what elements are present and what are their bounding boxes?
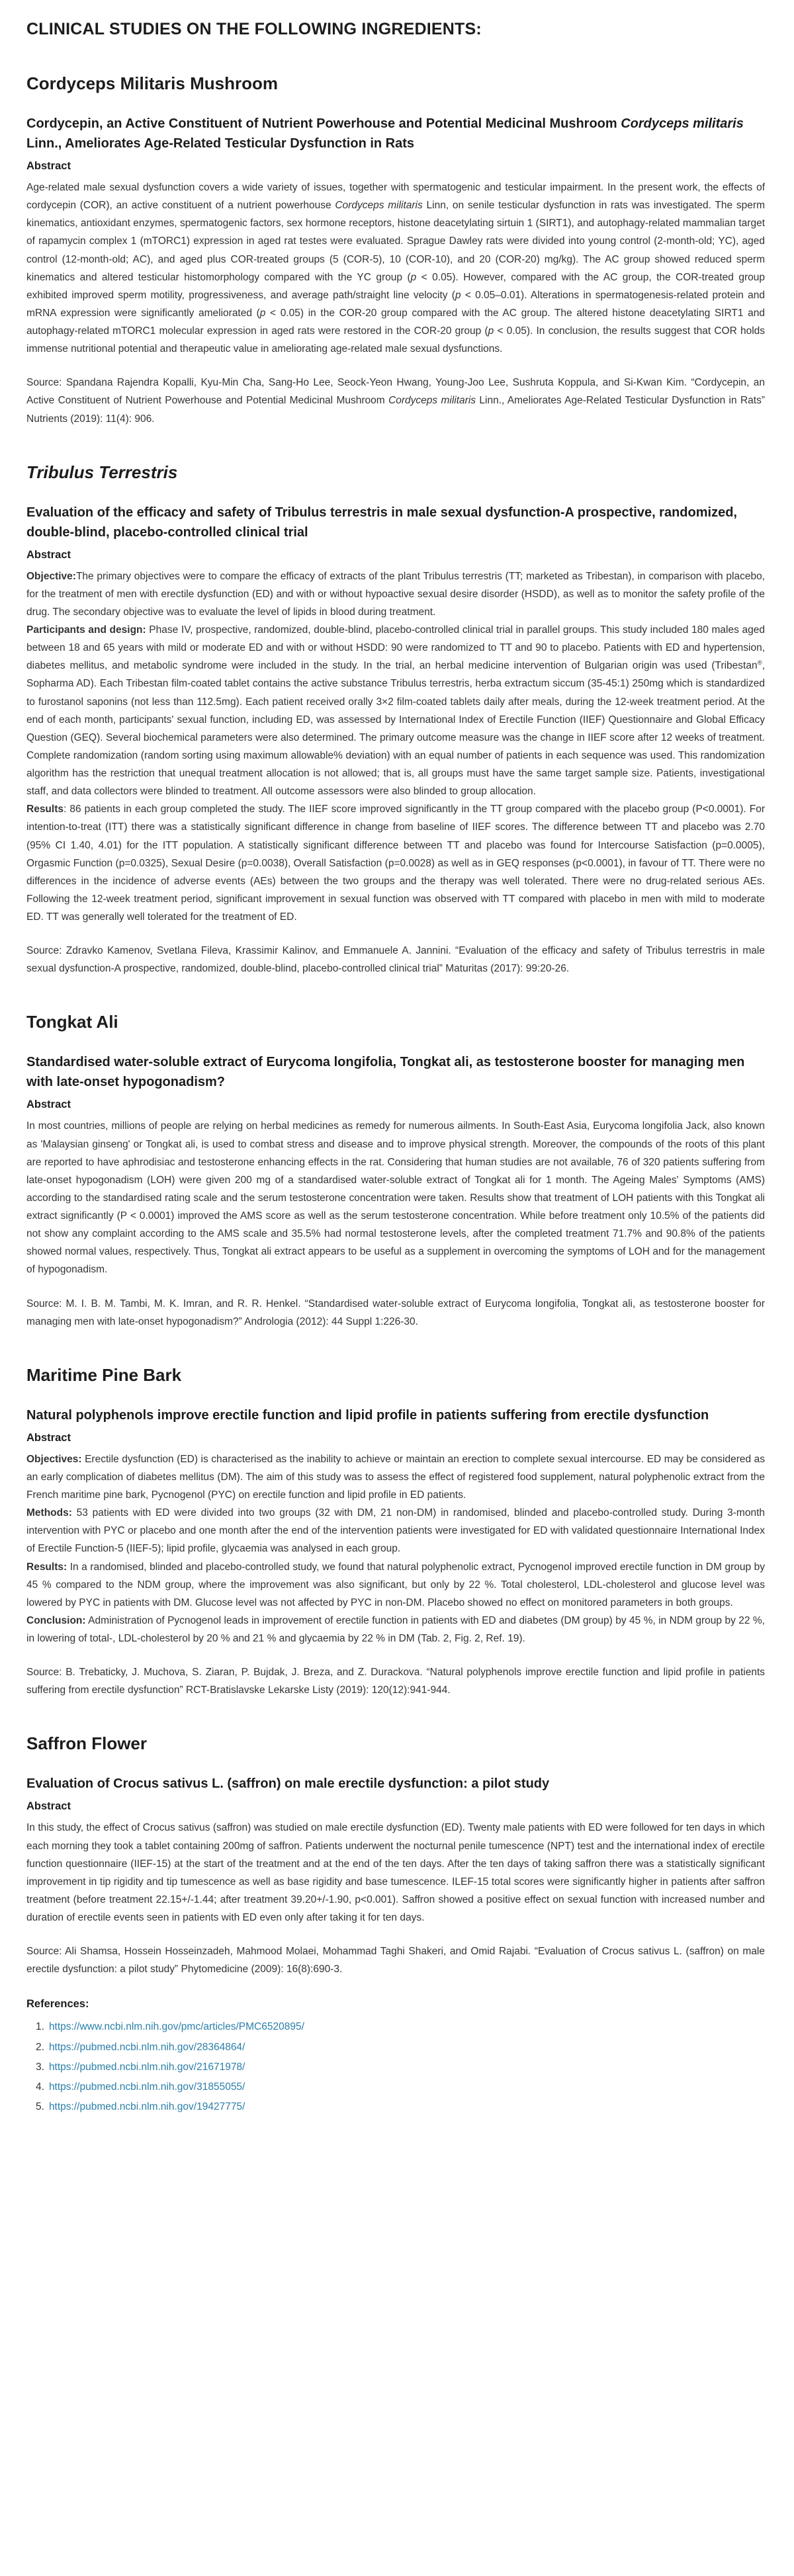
page-title: CLINICAL STUDIES ON THE FOLLOWING INGREDIENTS:	[26, 20, 482, 38]
study-title: Natural polyphenols improve erectile function and lipid profile in patients suffering from erectile dysfunction	[26, 1407, 709, 1423]
abstract-body	[26, 1450, 765, 1647]
abstract-body	[26, 179, 765, 358]
sections-container	[26, 73, 765, 1978]
ingredient-heading: Tribulus Terrestris	[26, 462, 178, 482]
study-title: Evaluation of Crocus sativus L. (saffron) on male erectile dysfunction: a pilot study	[26, 1776, 550, 1792]
reference-link[interactable]: https://pubmed.ncbi.nlm.nih.gov/31855055/	[48, 2081, 245, 2093]
abstract-paragraph: In this study, the effect of Crocus sativus (saffron) was studied on male erectile dysfunction (ED). Twenty male patients with ED were followed for ten days in which each morning they took a tablet containing 200mg of saffron. Patients underwent the nocturnal penile tumescence (NPT) test and the international index of erectile function questionnaire (IIEF-15) at the start of the treatment and at the end of the ten days. After the ten days of taking saffron there was a statistically significant improvement in tip rigidity and tip tumescence as well as base rigidity and base tumescence. ILEF-15 total scores were significantly higher in patients after saffron treatment (before treatment 22.15+/-1.44; after treatment 39.20+/-1.90, p<0.001). Saffron showed a positive effect on sexual function with increased number and duration of erectile events seen in patients with ED even only after taking it for ten days.	[26, 1822, 765, 1923]
reference-link[interactable]: https://www.ncbi.nlm.nih.gov/pmc/articles/PMC6520895/	[48, 2021, 304, 2033]
reference-number: 2.	[36, 2041, 44, 2053]
source-citation: Source: B. Trebaticky, J. Muchova, S. Ziaran, P. Bujdak, J. Breza, and Z. Durackova. “Natural polyphenols improve erectile function and lipid profile in patients suffering from erectile dysfunction” RCT-Bratislavske Lekarske Listy (2019): 120(12):941-944.	[26, 1667, 765, 1696]
study-title: Standardised water-soluble extract of Eurycoma longifolia, Tongkat ali, as testosterone booster for managing men with late-onset hypogonadism?	[26, 1055, 745, 1090]
reference-link[interactable]: https://pubmed.ncbi.nlm.nih.gov/28364864/	[48, 2041, 245, 2053]
ingredient-heading: Saffron Flower	[26, 1733, 148, 1754]
study-title: Evaluation of the efficacy and safety of Tribulus terrestris in male sexual dysfunction-A prospective, randomized, double-blind, placebo-controlled clinical trial	[26, 505, 737, 540]
abstract-label: Abstract	[26, 1431, 71, 1444]
abstract-paragraph: In most countries, millions of people are relying on herbal medicines as remedy for numerous ailments. In South-East Asia, Eurycoma longifolia Jack, also known as 'Malaysian ginseng' or Tongkat ali, is used to combat stress and disease and to improve physical strength. Moreover, the compounds of the roots of this plant are reported to have aphrodisiac and testosterone enhancing effects in the rat. Considering that human studies are not available, 76 of 320 patients suffering from late-onset hypogonadism (LOH) were given 200 mg of a standardised water-soluble extract of Tongkat ali for 1 month. The Ageing Males' Symptoms (AMS) according to the standardised rating scale and the serum testosterone concentration were taken. Results show that treatment of LOH patients with this Tongkat ali extract significantly (P < 0.0001) improved the AMS score as well as the serum testosterone concentration. While before treatment only 10.5% of the patients did not show any complaint according to the AMS scale and 35.5% had normal testosterone levels, after the completed treatment 71.7% and 90.8% of the patients showed normal values, respectively. Thus, Tongkat ali extract appears to be useful as a supplement in overcoming the symptoms of LOH and for the management of hypogonadism.	[26, 1120, 765, 1276]
references-label: References:	[26, 1998, 89, 2011]
references-section	[26, 1998, 765, 2117]
abstract-label: Abstract	[26, 548, 71, 561]
ingredient-section	[26, 462, 765, 978]
reference-number: 3.	[36, 2061, 44, 2073]
abstract-paragraph: Objective:The primary objectives were to compare the efficacy of extracts of the plant Tribulus terrestris (TT; marketed as Tribestan), in comparison with placebo, for the treatment of men with erectile dysfunction (ED) and with or without hypoactive sexual desire disorder (HSDD), as well as to monitor the safety profile of the drug. The secondary objective was to evaluate the level of lipids in blood during treatment.	[26, 570, 765, 618]
abstract-paragraph: Participants and design: Phase IV, prospective, randomized, double-blind, placebo-controlled clinical trial in parallel groups. This study included 180 males aged between 18 and 65 years with mild or moderate ED and with or without HSDD: 90 were randomized to TT and 90 to placebo. Patients with ED and hypertension, diabetes mellitus, and metabolic syndrome were included in the study. In the trial, an herbal medicine intervention of Bulgarian origin was used (Tribestan®, Sopharma AD). Each Tribestan film-coated tablet contains the active substance Tribulus terrestris, herba extractum siccum (35-45:1) 250mg which is standardized to furostanol saponins (not less than 112.5mg). Each patient received orally 3×2 film-coated tablets daily after meals, during the 12-week treatment period. At the end of each month, participants' sexual function, including ED, was assessed by International Index of Erectile Function (IIEF) Questionnaire and Global Efficacy Question (GEQ). Several biochemical parameters were also determined. The primary outcome measure was the change in IIEF score after 12 weeks of treatment. Complete randomization (random sorting using maximum allowable% deviation) with an equal number of patients in each sequence was used. This randomization algorithm has the restriction that unequal treatment allocation is not allowed; that is, all groups must have the same target sample size. Patients, investigational staff, and data collectors were blinded to treatment. All outcome assessors were also blinded to group allocation.	[26, 624, 765, 798]
reference-item	[36, 2057, 765, 2077]
abstract-body	[26, 1117, 765, 1278]
reference-item	[36, 2077, 765, 2097]
reference-item	[36, 2097, 765, 2117]
source-citation: Source: Spandana Rajendra Kopalli, Kyu-Min Cha, Sang-Ho Lee, Seock-Yeon Hwang, Young-Joo Lee, Sushruta Koppula, and Si-Kwan Kim. “Cordycepin, an Active Constituent of Nutrient Powerhouse and Potential Medicinal Mushroom Cordyceps militaris Linn., Ameliorates Age-Related Testicular Dysfunction in Rats” Nutrients (2019): 11(4): 906.	[26, 377, 765, 425]
abstract-paragraph: Age-related male sexual dysfunction covers a wide variety of issues, together with spermatogenic and testicular impairment. In the present work, the effects of cordycepin (COR), an active constituent of a nutrient powerhouse Cordyceps militaris Linn, on senile testicular dysfunction in rats was investigated. The sperm kinematics, antioxidant enzymes, spermatogenic factors, sex hormone receptors, histone deacetylating sirtuin 1 (SIRT1), and autophagy-related mammalian target of rapamycin complex 1 (mTORC1) expression in aged rat testes were evaluated. Sprague Dawley rats were divided into young control (2-month-old; YC), aged control (12-month-old; AC), and aged plus COR-treated groups (5 (COR-5), 10 (COR-10), and 20 (COR-20) mg/kg). The AC group showed reduced sperm kinematics and altered testicular histomorphology compared with the YC group (p < 0.05). However, compared with the AC group, the COR-treated group exhibited improved sperm motility, progressiveness, and average path/straight line velocity (p < 0.05–0.01). Alterations in spermatogenesis-related protein and mRNA expression were significantly ameliorated (p < 0.05) in the COR-20 group compared with the AC group. The altered histone deacetylating SIRT1 and autophagy-related mTORC1 molecular expression in aged rats were restored in the COR-20 group (p < 0.05). In conclusion, the results suggest that COR holds immense nutritional potential and therapeutic value in ameliorating age-related male sexual dysfunctions.	[26, 182, 766, 355]
source-citation: Source: Ali Shamsa, Hossein Hosseinzadeh, Mahmood Molaei, Mohammad Taghi Shakeri, and Omid Rajabi. “Evaluation of Crocus sativus L. (saffron) on male erectile dysfunction: a pilot study” Phytomedicine (2009): 16(8):690-3.	[26, 1946, 765, 1975]
abstract-label: Abstract	[26, 1800, 71, 1813]
references-list	[26, 2017, 765, 2117]
reference-item	[36, 2017, 765, 2037]
ingredient-heading: Cordyceps Militaris Mushroom	[26, 73, 278, 93]
ingredient-section	[26, 1733, 765, 1978]
reference-link[interactable]: https://pubmed.ncbi.nlm.nih.gov/19427775/	[48, 2101, 245, 2113]
abstract-body	[26, 567, 765, 927]
abstract-label: Abstract	[26, 1099, 71, 1111]
ingredient-heading: Tongkat Ali	[26, 1012, 118, 1032]
study-title: Cordycepin, an Active Constituent of Nutrient Powerhouse and Potential Medicinal Mushroom Cordyceps militaris Linn., Ameliorates Age-Related Testicular Dysfunction in Rats	[26, 116, 744, 151]
abstract-label: Abstract	[26, 160, 71, 172]
abstract-paragraph: Results: In a randomised, blinded and placebo-controlled study, we found that natural polyphenolic extract, Pycnogenol improved erectile function in DM group by 45 % compared to the NDM group, where the improvement was also significant, but only by 22 %. Total cholesterol, LDL-cholesterol and glucose level was lowered by PYC in patients with DM. Glucose level was not affected by PYC in non-DM. Placebo showed no effect on monitored parameters in both groups.	[26, 1561, 765, 1608]
abstract-paragraph: Methods: 53 patients with ED were divided into two groups (32 with DM, 21 non-DM) in randomised, blinded and placebo-controlled study. During 3-month intervention with PYC or placebo and one month after the end of the intervention patients were investigated for ED with validated questionnaire International Index of Erectile Function-5 (IIEF-5); lipid profile, glycaemia was analysed in each group.	[26, 1507, 765, 1555]
abstract-paragraph: Conclusion: Administration of Pycnogenol leads in improvement of erectile function in patients with ED and diabetes (DM group) by 45 %, in NDM group by 22 %, in lowering of total-, LDL-cholesterol by 20 % and 21 % and glycaemia by 22 % in DM (Tab. 2, Fig. 2, Ref. 19).	[26, 1614, 765, 1644]
reference-link[interactable]: https://pubmed.ncbi.nlm.nih.gov/21671978/	[48, 2061, 245, 2073]
source-citation: Source: M. I. B. M. Tambi, M. K. Imran, and R. R. Henkel. “Standardised water-soluble extract of Eurycoma longifolia, Tongkat ali, as testosterone booster for managing men with late-onset hypogonadism?” Andrologia (2012): 44 Suppl 1:226-30.	[26, 1298, 765, 1327]
ingredient-section	[26, 73, 765, 428]
reference-number: 4.	[36, 2081, 44, 2093]
reference-number: 5.	[36, 2101, 44, 2113]
abstract-paragraph: Objectives: Erectile dysfunction (ED) is characterised as the inability to achieve or maintain an erection to complete sexual intercourse. ED may be considered as an early complication of diabetes mellitus (DM). The aim of this study was to assess the effect of registered food supplement, natural polyphenolic extract from the French maritime pine bark, Pycnogenol (PYC) on erectile function and lipid profile in ED patients.	[26, 1453, 765, 1501]
ingredient-section	[26, 1012, 765, 1330]
reference-item	[36, 2038, 765, 2057]
abstract-body	[26, 1819, 765, 1927]
source-citation: Source: Zdravko Kamenov, Svetlana Fileva, Krassimir Kalinov, and Emmanuele A. Jannini. “Evaluation of the efficacy and safety of Tribulus terrestris in male sexual dysfunction-A prospective, randomized, double-blind, placebo-controlled clinical trial” Maturitas (2017): 99:20-26.	[26, 945, 765, 975]
reference-number: 1.	[36, 2021, 44, 2033]
ingredient-heading: Maritime Pine Bark	[26, 1364, 182, 1385]
ingredient-section	[26, 1365, 765, 1700]
abstract-paragraph: Results: 86 patients in each group completed the study. The IIEF score improved significantly in the TT group compared with the placebo group (P<0.0001). For intention-to-treat (ITT) there was a statistically significant difference in change from baseline of IIEF scores. The difference between TT and placebo was 2.70 (95% CI 1.40, 4.01) for the ITT population. A statistically significant difference between TT and placebo was found for Intercourse Satisfaction (p=0.0005), Orgasmic Function (p=0.0325), Sexual Desire (p=0.0038), Overall Satisfaction (p=0.0028) as well as in GEQ responses (p<0.0001), in favour of TT. There were no differences in the incidence of adverse events (AEs) between the two groups and the therapy was well tolerated. There were no drug-related serious AEs. Following the 12-week treatment period, significant improvement in sexual function was observed with TT compared with placebo in men with mild to moderate ED. TT was generally well tolerated for the treatment of ED.	[26, 804, 765, 923]
